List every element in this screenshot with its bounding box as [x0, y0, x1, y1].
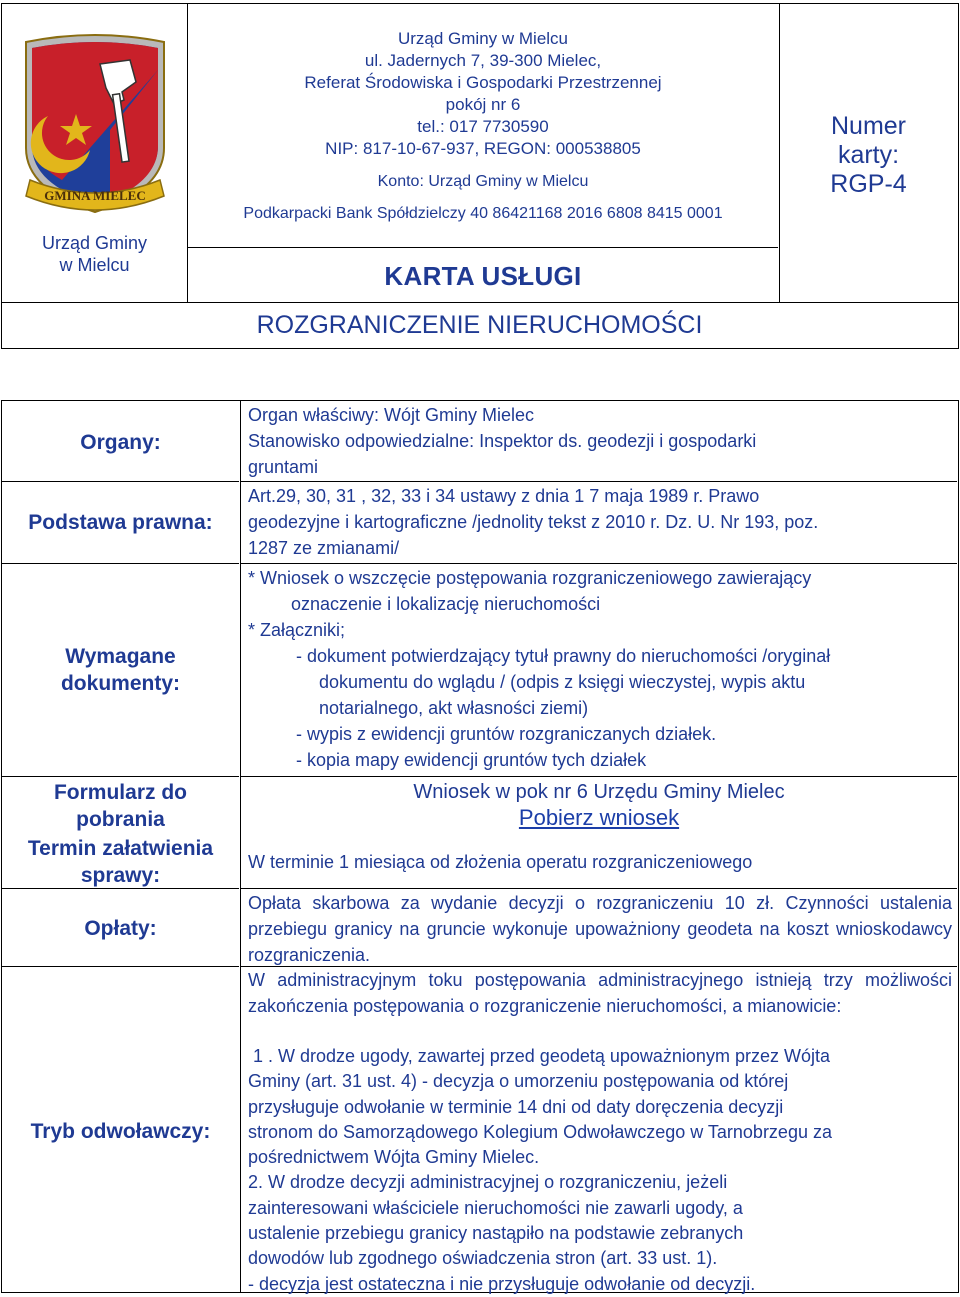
card-number-line: Numer [830, 112, 906, 140]
wymagane-line: - kopia mapy ewidencji gruntów tych działek [296, 750, 647, 770]
logo-caption [2, 232, 187, 276]
card-number [780, 112, 957, 199]
tryb-line: Gminy (art. 31 ust. 4) - decyzja o umorzeniu postępowania od której [248, 1071, 789, 1092]
formularz-link-wrap [241, 805, 957, 832]
wymagane-line: - wypis z ewidencji gruntów rozgraniczanych działek. [296, 724, 717, 744]
office-line: Urząd Gminy w Mielcu [397, 29, 569, 48]
podstawa-line: Art.29, 30, 31 , 32, 33 i 34 ustawy z dnia 1 7 maja 1989 r. Prawo [248, 486, 760, 506]
card-number-line: karty: [837, 141, 900, 169]
label-tryb: Tryb odwoławczy: [30, 1120, 211, 1143]
label-organy: Organy: [80, 431, 161, 454]
termin-content: W terminie 1 miesiąca od złożenia operatu rozgraniczeniowego [248, 852, 753, 872]
header-card-number-cell [779, 3, 959, 303]
organy-line: Organ właściwy: Wójt Gminy Mielec [248, 405, 535, 425]
oplaty-content: Opłata skarbowa za wydanie decyzji o rozgraniczeniu 10 zł. Czynności ustalenia przebiegu granicy na gruncie wykonuje upoważniony geodeta na koszt wnioskodawcy rozgraniczenia. [248, 893, 952, 965]
logo-caption-line-2: w Mielcu [59, 255, 130, 275]
label-formularz-line: pobrania [76, 808, 165, 831]
content-divider [241, 966, 957, 967]
label-wymagane-line: dokumenty: [60, 672, 180, 695]
label-divider [2, 888, 239, 889]
label-wymagane [2, 643, 239, 697]
label-divider [2, 776, 239, 777]
label-divider [2, 966, 239, 967]
tryb-intro: W administracyjnym toku postępowania administracyjnego istnieją trzy możliwości zakończenia postępowania o rozgraniczenie nieruchomości, a mianowicie: [248, 970, 952, 1016]
tryb-line: ustalenie przebiegu granicy nastąpiło na podstawie zebranych [248, 1223, 744, 1244]
label-divider [2, 563, 239, 564]
tryb-line: stronom do Samorządowego Kolegium Odwoławczego w Tarnobrzegu za [248, 1121, 832, 1142]
label-podstawa: Podstawa prawna: [28, 511, 213, 534]
card-number-value: RGP-4 [830, 170, 907, 198]
podstawa-content [248, 483, 948, 561]
tryb-line: dowodów lub zgodnego oświadczenia stron (art. 33 ust. 1). [248, 1248, 718, 1269]
wymagane-line: - dokument potwierdzający tytuł prawny do nieruchomości /oryginał [296, 646, 831, 666]
logo-banner-text: GMINA MIELEC [44, 188, 146, 203]
office-line: tel.: 017 7730590 [417, 117, 549, 136]
office-line: pokój nr 6 [445, 95, 521, 114]
logo-caption-line-1: Urząd Gminy [41, 233, 148, 253]
office-line: NIP: 817-10-67-937, REGON: 000538805 [325, 139, 641, 158]
content-divider [241, 888, 957, 889]
wymagane-line: * Załączniki; [248, 620, 346, 640]
tryb-line: 1 . W drodze ugody, zawartej przed geodetą upoważnionym przez Wójta [248, 1046, 830, 1066]
tryb-line: 2. W drodze decyzji administracyjnej o rozgraniczeniu, jeżeli [248, 1172, 728, 1193]
tryb-line: zainteresowani właściciele nieruchomości nie zawarli ugody, a [248, 1197, 743, 1218]
tryb-line: - decyzja jest ostateczna i nie przysługuje odwołanie od decyzji. [248, 1273, 756, 1294]
label-formularz-line: Formularz do [53, 781, 187, 804]
formularz-text: Wniosek w pok nr 6 Urzędu Gminy Mielec [413, 781, 785, 803]
podstawa-line: geodezyjne i kartograficzne /jednolity tekst z 2010 r. Dz. U. Nr 193, poz. [248, 512, 819, 532]
label-termin-line: Termin załatwienia [27, 837, 214, 860]
organy-line: Stanowisko odpowiedzialne: Inspektor ds. geodezji i gospodarki [248, 431, 757, 451]
coat-of-arms-icon [18, 30, 172, 216]
content-divider [241, 481, 957, 482]
labels-column [1, 400, 241, 1293]
tryb-line: pośrednictwem Wójta Gminy Mielec. [248, 1147, 540, 1168]
label-divider [2, 481, 239, 482]
content-column [240, 400, 959, 1293]
organy-line: gruntami [248, 457, 319, 477]
office-line: Referat Środowiska i Gospodarki Przestrzennej [304, 73, 662, 92]
organy-content [248, 402, 948, 480]
service-title: ROZGRANICZENIE NIERUCHOMOŚCI [256, 311, 703, 339]
wymagane-line: notarialnego, akt własności ziemi) [319, 698, 589, 718]
wymagane-line: dokumentu do wglądu / (odpis z księgi wieczystej, wypis aktu [319, 672, 806, 692]
wymagane-line: * Wniosek o wszczęcie postępowania rozgraniczeniowego zawierający [248, 568, 812, 588]
wymagane-line: oznaczenie i lokalizację nieruchomości [291, 594, 601, 614]
label-termin-line: sprawy: [80, 864, 161, 887]
header-logo-cell [1, 3, 188, 303]
podstawa-line: 1287 ze zmianami/ [248, 538, 400, 558]
header-divider [188, 247, 778, 248]
bank-account-owner: Konto: Urząd Gminy w Mielcu [377, 173, 589, 190]
office-address [188, 28, 778, 160]
tryb-line: przysługuje odwołanie w terminie 14 dni od daty doręczenia decyzji [248, 1096, 784, 1117]
tryb-content [248, 1044, 953, 1297]
header-office-cell [187, 3, 780, 303]
label-termin [2, 835, 239, 889]
label-oplaty: Opłaty: [84, 917, 157, 940]
card-heading: KARTA USŁUGI [384, 261, 582, 291]
content-divider [241, 776, 957, 777]
label-formularz [2, 779, 239, 833]
office-line: ul. Jadernych 7, 39-300 Mielec, [364, 51, 602, 70]
service-title-cell [1, 302, 959, 349]
bank-account-number: Podkarpacki Bank Spółdzielczy 40 86421168 2016 6808 8415 0001 [243, 205, 723, 222]
download-form-link[interactable]: Pobierz wniosek [518, 805, 680, 830]
content-divider [241, 563, 957, 564]
wymagane-content [248, 565, 953, 773]
label-wymagane-line: Wymagane [65, 645, 176, 668]
